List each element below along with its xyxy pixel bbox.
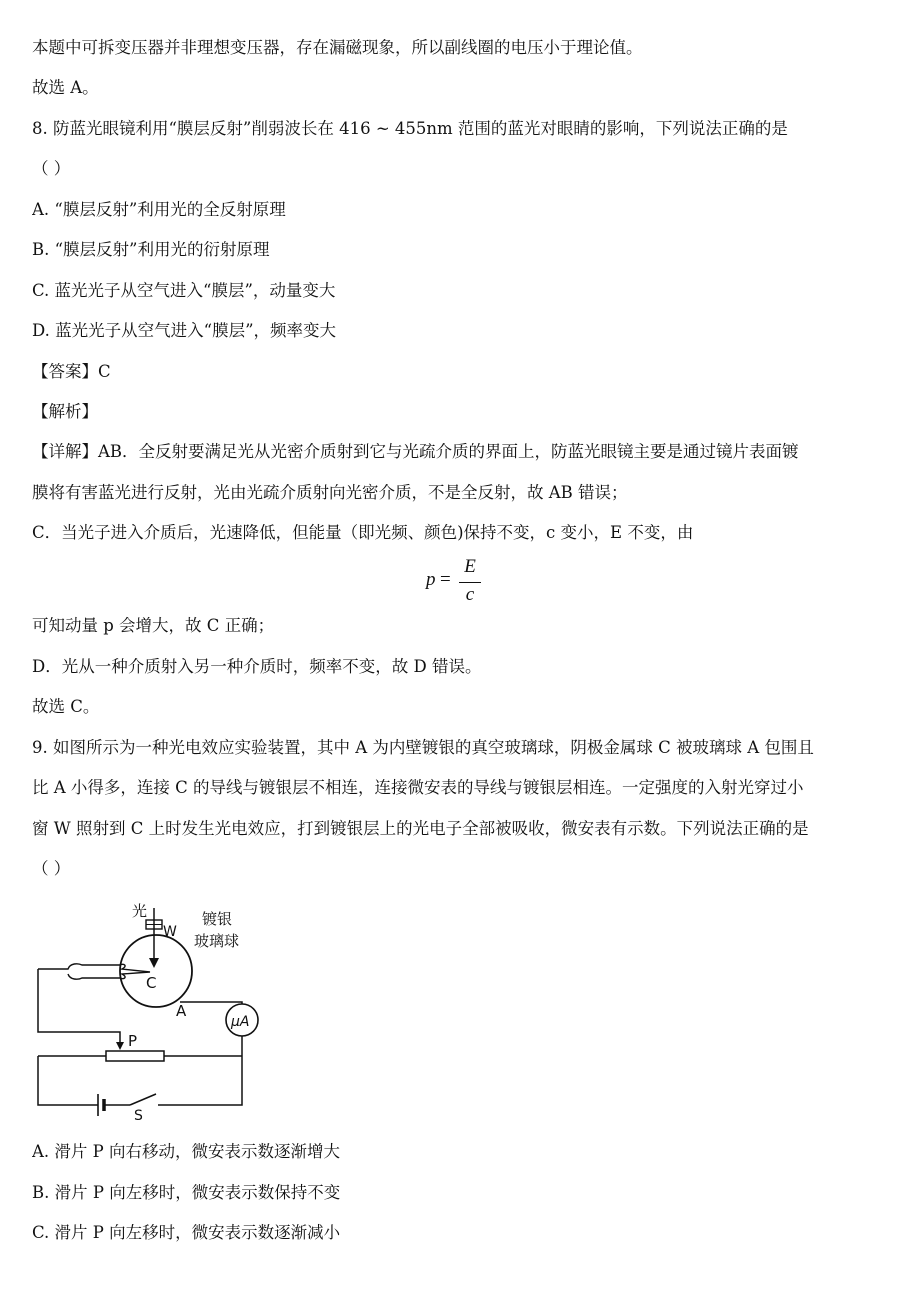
question-8-stem: 8. 防蓝光眼镜利用“膜层反射”削弱波长在 416 ~ 455nm 范围的蓝光对眼睛的影响，下列说法正确的是 [32,119,788,138]
option-d: D. 蓝光光子从空气进入“膜层”，频率变大 [32,321,337,340]
light-label: 光 [132,902,148,920]
detail-text: D．光从一种介质射入另一种介质时，频率不变，故 D 错误。 [32,657,482,676]
cathode-electrode [38,964,150,979]
sphere-label: A [176,1002,187,1020]
wire [158,1036,242,1105]
switch-label: S [134,1108,143,1124]
meter-label: μA [231,1014,250,1030]
answer-label: 【答案】C [32,362,111,381]
answer-blank: （ ） [32,859,71,878]
question-9-stem: 9. 如图所示为一种光电效应实验装置，其中 A 为内壁镀银的真空玻璃球，阴极金属球 C 被玻璃球 A 包围且 [32,738,814,757]
option-a: A. 滑片 P 向右移动，微安表示数逐渐增大 [32,1142,340,1161]
formula-lhs: p [426,569,436,590]
option-c: C. 蓝光光子从空气进入“膜层”，动量变大 [32,281,336,300]
wire [38,1056,98,1105]
detail-text: 【详解】AB．全反射要满足光从光密介质射到它与光疏介质的界面上，防蓝光眼镜主要是通过镜片表面镀 [32,442,799,461]
switch-blade [130,1094,156,1105]
detail-text: C．当光子进入介质后，光速降低，但能量（即光频、颜色)保持不变，c 变小，E 不变，由 [32,523,694,542]
coating-label: 玻璃球 [194,932,240,950]
photoelectric-circuit-diagram [30,896,280,1124]
formula-equals: = [440,569,451,590]
option-a: A. “膜层反射”利用光的全反射原理 [32,200,286,219]
arrow-icon [149,958,159,968]
option-b: B. “膜层反射”利用光的衍射原理 [32,240,270,259]
glass-sphere [120,935,192,1007]
coating-label: 镀银 [202,910,233,928]
formula-numerator: E [464,556,476,577]
text-line: 故选 A。 [32,78,99,97]
slider-label: P [128,1032,138,1050]
rheostat [106,1051,164,1061]
wire [180,1002,242,1004]
momentum-formula [426,556,506,608]
answer-blank: （ ） [32,159,71,178]
text-line: 本题中可拆变压器并非理想变压器，存在漏磁现象，所以副线圈的电压小于理论值。 [32,38,643,57]
question-9-stem: 比 A 小得多，连接 C 的导线与镀银层不相连，连接微安表的导线与镀银层相连。一定强度的入射光穿过小 [32,778,804,797]
formula-denominator: c [465,584,475,605]
option-b: B. 滑片 P 向左移时，微安表示数保持不变 [32,1183,341,1202]
detail-text: 故选 C。 [32,697,100,716]
detail-text: 膜将有害蓝光进行反射，光由光疏介质射向光密介质，不是全反射，故 AB 错误； [32,483,628,502]
question-9-stem: 窗 W 照射到 C 上时发生光电效应，打到镀银层上的光电子全部被吸收，微安表有示数。下列说法正确的是 [32,819,809,838]
window-label: W [163,924,177,940]
fraction-bar [459,582,481,583]
option-c: C. 滑片 P 向左移时，微安表示数逐渐减小 [32,1223,341,1242]
wire [38,969,120,1042]
analysis-label: 【解析】 [32,402,98,421]
cathode-label: C [146,974,157,992]
slider-arrow-icon [116,1042,124,1050]
detail-text: 可知动量 p 会增大，故 C 正确； [32,616,275,635]
